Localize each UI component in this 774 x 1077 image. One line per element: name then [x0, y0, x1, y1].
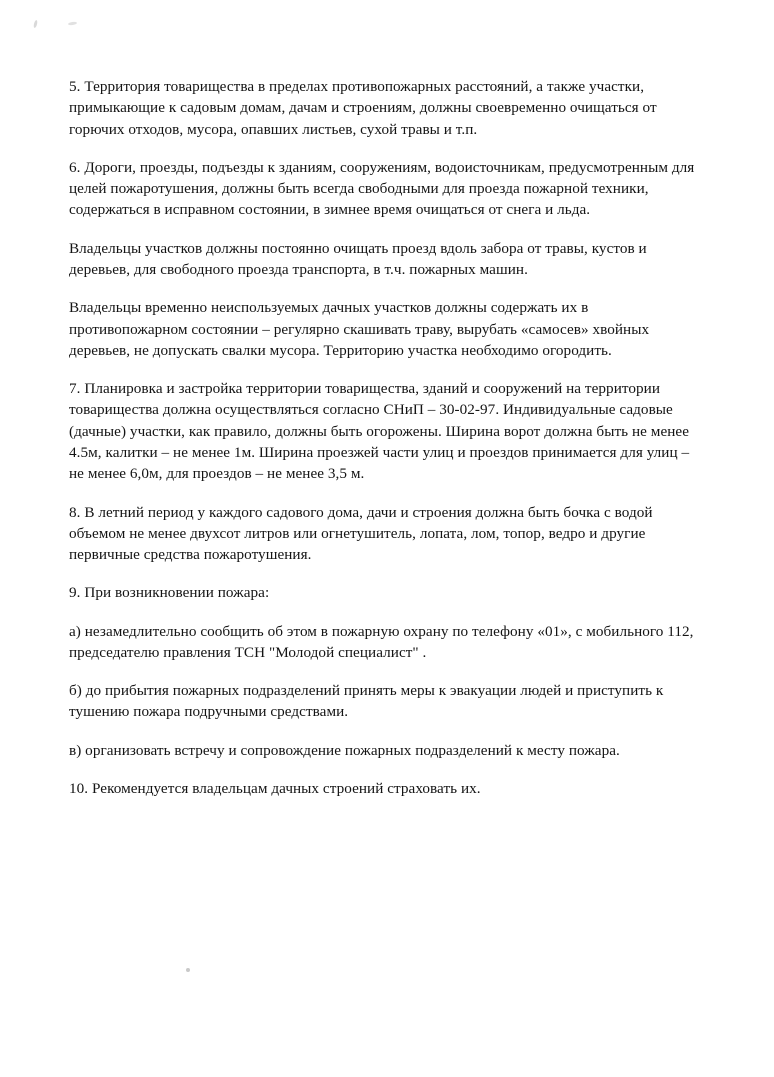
document-body	[69, 76, 705, 799]
scan-artifact-icon	[33, 20, 38, 28]
paragraph-item-9: 9. При возникновении пожара:	[69, 584, 270, 602]
paragraph-item-6-note-1: Владельцы участков должны постоянно очищать проезд вдоль забора от травы, кустов и деревьев, для свободного проезда транспорта, в т.ч. пожарных машин.	[69, 239, 647, 278]
scan-artifact-icon	[68, 21, 77, 25]
paragraph-item-9-b: б) до прибытия пожарных подразделений принять меры к эвакуации людей и приступить к тушению пожара подручными средствами.	[69, 682, 664, 721]
paragraph-item-7: 7. Планировка и застройка территории товарищества, зданий и сооружений на территории товарищества должна осуществляться согласно СНиП – 30-02-97. Индивидуальные садовые (дачные) участки, как правило, должны быть огорожены. Ширина ворот должна быть не менее 4.5м, калитки – не менее 1м. Ширина проезжей части улиц и проездов принимается для улиц – не менее 6,0м, для проездов – не менее 3,5 м.	[69, 380, 690, 483]
paragraph-item-10: 10. Рекомендуется владельцам дачных строений страховать их.	[69, 780, 481, 798]
scan-artifact-icon	[186, 968, 190, 972]
paragraph-item-8: 8. В летний период у каждого садового дома, дачи и строения должна быть бочка с водой объемом не менее двухсот литров или огнетушитель, лопата, лом, топор, ведро и другие первичные средства пожаротушения.	[69, 503, 653, 564]
paragraph-item-5: 5. Территория товарищества в пределах противопожарных расстояний, а также участки, примыкающие к садовым домам, дачам и строениям, должны своевременно очищаться от горючих отходов, мусора, опавших листьев, сухой травы и т.п.	[69, 78, 657, 138]
paragraph-item-6: 6. Дороги, проезды, подъезды к зданиям, сооружениям, водоисточникам, предусмотренным для целей пожаротушения, должны быть всегда свободными для проезда пожарной техники, содержаться в исправном состоянии, в зимнее время очищаться от снега и льда.	[69, 158, 695, 219]
paragraph-item-9-a: а) незамедлительно сообщить об этом в пожарную охрану по телефону «01», с мобильного 112, председателю правления ТСН "Молодой специалист" .	[69, 622, 694, 661]
paragraph-item-6-note-2: Владельцы временно неиспользуемых дачных участков должны содержать их в противопожарном состоянии – регулярно скашивать траву, вырубать «самосев» хвойных деревьев, не допускать свалки мусора. Территорию участка необходимо огородить.	[69, 299, 650, 359]
paragraph-item-9-v: в) организовать встречу и сопровождение пожарных подразделений к месту пожара.	[69, 741, 620, 759]
